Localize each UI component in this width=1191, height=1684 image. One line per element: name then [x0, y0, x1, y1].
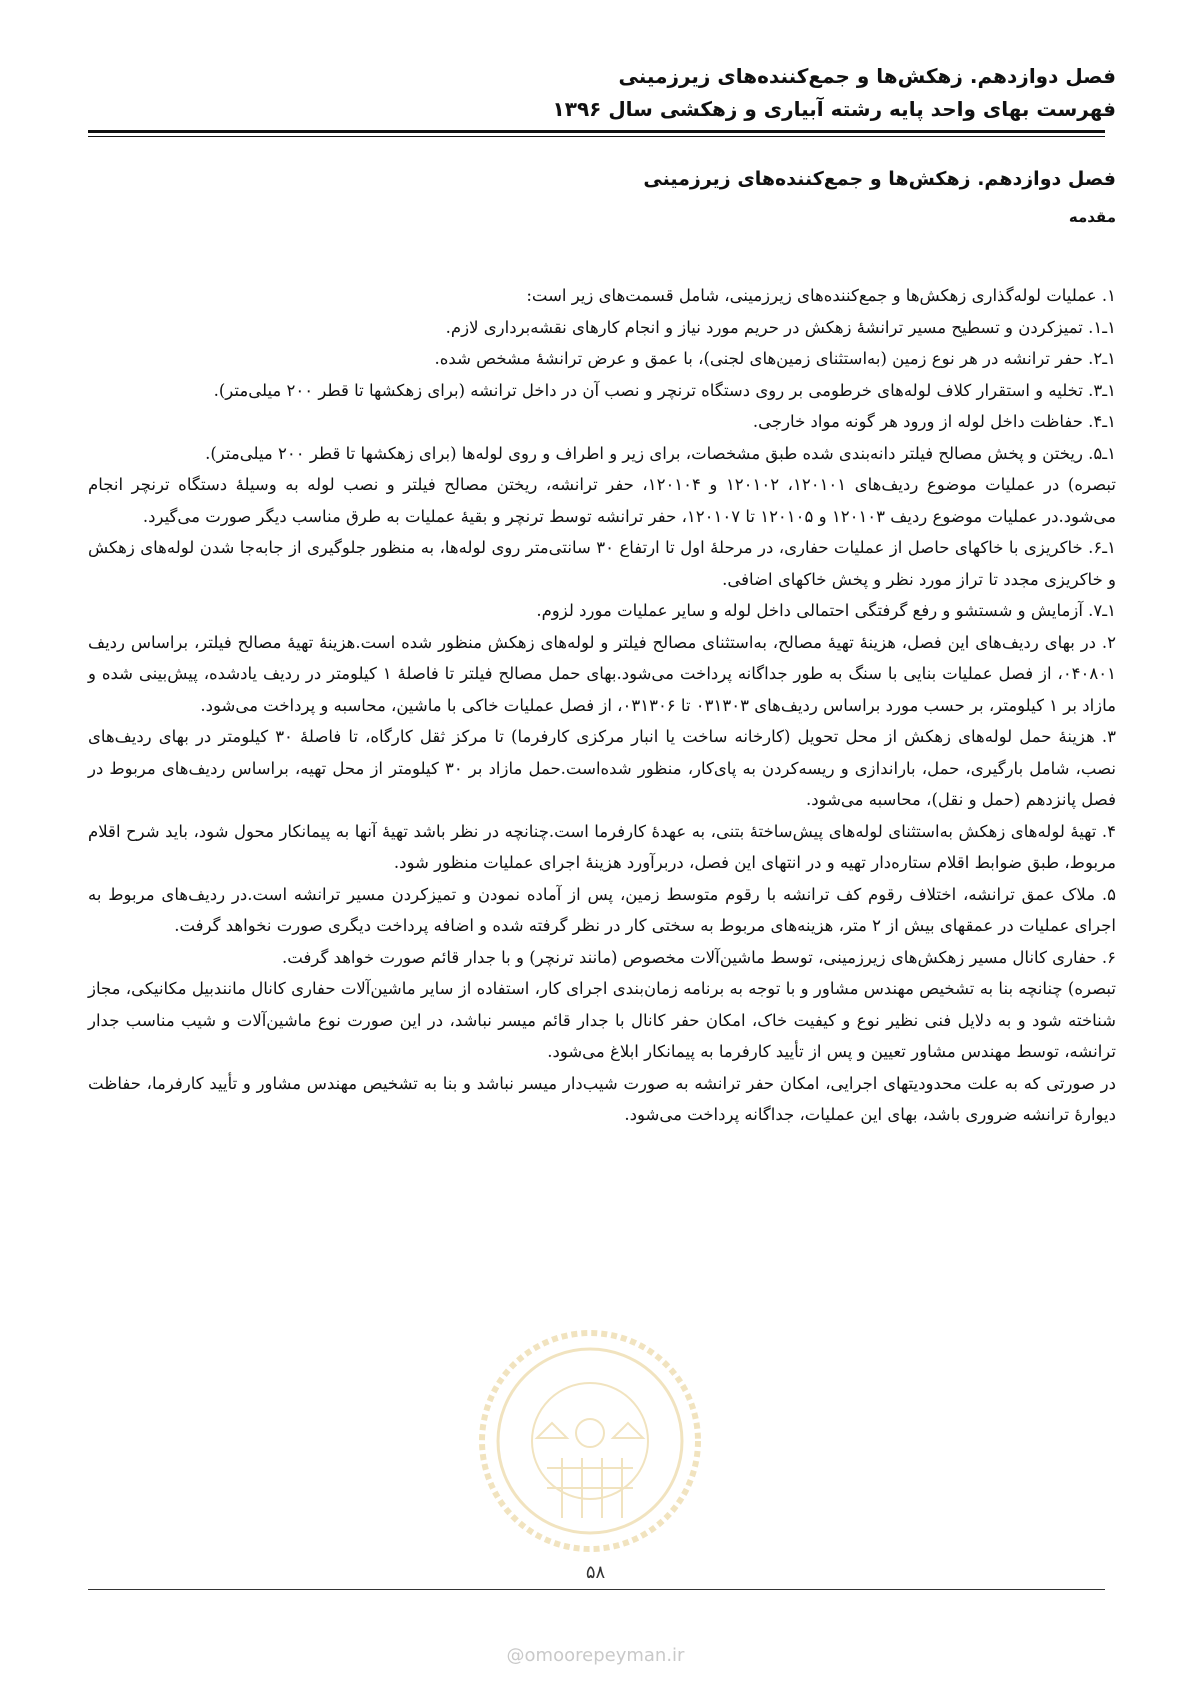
- note-paragraph: تبصره) چنانچه بنا به تشخیص مهندس مشاور و با توجه به برنامه زمان‌بندی اجرای کار، استفاده از سایر ماشین‌آلات حفاری کانال مانندبیل مکانیکی، مجاز شناخته شود و به دلایل فنی نظیر نوع و کیفیت خاک، امکان حفر کانال با جدار قائم میسر نباشد، در این صورت نوع ماشین‌آلات و شیب مناسب جدار ترانشه، توسط مهندس مشاور تعیین و پس از تأیید کارفرما به پیمانکار ابلاغ می‌شود.: [88, 979, 1116, 1061]
- header-rule-thin: [88, 136, 1105, 137]
- running-header: [553, 60, 1116, 126]
- paragraph: ۱ـ۶. خاکریزی با خاکهای حاصل از عملیات حفاری، در مرحلهٔ اول تا ارتفاع ۳۰ سانتی‌متر روی لوله‌ها، به منظور جلوگیری از جابه‌جا شدن لوله‌های زهکش و خاکریزی مجدد تا تراز مورد نظر و پخش خاکهای اضافی.: [88, 538, 1116, 589]
- paragraph: ۱ـ۳. تخلیه و استقرار کلاف لوله‌های خرطومی بر روی دستگاه ترنچر و نصب آن در داخل ترانشه (برای زهکشها تا قطر ۲۰۰ میلی‌متر).: [213, 380, 1116, 400]
- paragraph: در صورتی که به علت محدودیتهای اجرایی، امکان حفر ترانشه به صورت شیب‌دار میسر نباشد و بنا به تشخیص مهندس مشاور و تأیید کارفرما، حفاظت دیوارهٔ ترانشه ضروری باشد، بهای این عملیات، جداگانه پرداخت می‌شود.: [88, 1073, 1116, 1124]
- paragraph: ۱ـ۷. آزمایش و شستشو و رفع گرفتگی احتمالی داخل لوله و سایر عملیات مورد لزوم.: [536, 601, 1116, 620]
- footer-website: @omoorepeyman.ir: [506, 1645, 685, 1666]
- note-paragraph: تبصره) در عملیات موضوع ردیف‌های ۱۲۰۱۰۱، ۱۲۰۱۰۲ و ۱۲۰۱۰۴، حفر ترانشه، ریختن مصالح فیلتر و نصب لوله به وسیلهٔ دستگاه ترنچر انجام می‌شود.در عملیات موضوع ردیف ۱۲۰۱۰۳ و ۱۲۰۱۰۵ تا ۱۲۰۱۰۷، حفر ترانشه توسط ترنچر و بقیهٔ عملیات به طرق مناسب دیگر صورت می‌گیرد.: [88, 475, 1116, 526]
- paragraph: ۳. هزینهٔ حمل لوله‌های زهکش از محل تحویل (کارخانه ساخت یا انبار مرکزی کارفرما) تا مرکز ثقل کارگاه، تا فاصلهٔ ۳۰ کیلومتر در بهای ردیف‌های نصب، شامل بارگیری، حمل، باراندازی و ریسه‌کردن به پای‌کار، منظور شده‌است.حمل مازاد بر ۳۰ کیلومتر از محل تهیه، براساس ردیف‌های مربوط در فصل پانزدهم (حمل و نقل)، محاسبه می‌شود.: [88, 727, 1116, 809]
- header-rule-thick: [88, 130, 1105, 133]
- paragraph: ۵. ملاک عمق ترانشه، اختلاف رقوم کف ترانشه با رقوم متوسط زمین، پس از آماده نمودن و تمیزکردن مسیر ترانشه است.در ردیف‌های مربوط به اجرای عملیات در عمقهای بیش از ۲ متر، هزینه‌های مربوط به سختی کار در نظر گرفته شده و اضافه پرداخت دیگری صورت نخواهد گرفت.: [88, 884, 1116, 935]
- header-chapter-line: فصل دوازدهم. زهکش‌ها و جمع‌کننده‌های زیرزمینی: [618, 64, 1116, 88]
- paragraph: ۴. تهیهٔ لوله‌های زهکش به‌استثنای لوله‌های پیش‌ساختهٔ بتنی، به عهدهٔ کارفرما است.چنانچه در نظر باشد تهیهٔ آنها به پیمانکار محول شود، باید شرح اقلام مربوط، طبق ضوابط اقلام ستاره‌دار تهیه و در انتهای این فصل، دربرآورد هزینهٔ اجرای عملیات منظور شود.: [88, 821, 1116, 872]
- paragraph: ۲. در بهای ردیف‌های این فصل، هزینهٔ تهیهٔ مصالح، به‌استثنای مصالح فیلتر و لوله‌های زهکش منظور شده است.هزینهٔ تهیهٔ مصالح فیلتر، براساس ردیف ۰۴۰۸۰۱، از فصل عملیات بنایی با سنگ به طور جداگانه پرداخت می‌شود.بهای حمل مصالح فیلتر تا فاصلهٔ ۱ کیلومتر در ردیف یادشده، پیش‌بینی شده و مازاد بر ۱ کیلومتر، بر حسب مورد براساس ردیف‌های ۰۳۱۳۰۳ تا ۰۳۱۳۰۶، از فصل عملیات خاکی با ماشین، محاسبه و پرداخت می‌شود.: [88, 632, 1116, 715]
- paragraph: ۱ـ۵. ریختن و پخش مصالح فیلتر دانه‌بندی شده طبق مشخصات، برای زیر و اطراف و روی لوله‌ها (برای زهکشها تا قطر ۲۰۰ میلی‌متر).: [205, 443, 1116, 463]
- paragraph: ۶. حفاری کانال مسیر زهکش‌های زیرزمینی، توسط ماشین‌آلات مخصوص (مانند ترنچر) و با جدار قائم صورت خواهد گرفت.: [282, 947, 1116, 967]
- paragraph: ۱ـ۱. تمیزکردن و تسطیح مسیر ترانشهٔ زهکش در حریم مورد نیاز و انجام کارهای نقشه‌برداری لازم.: [445, 317, 1116, 337]
- header-price-list-line: فهرست بهای واحد پایه رشته آبیاری و زهکشی سال ۱۳۹۶: [552, 97, 1116, 121]
- body-text: [88, 280, 1116, 1131]
- section-title: مقدمه: [1068, 208, 1116, 226]
- page-number: ۵۸: [585, 1562, 606, 1583]
- footer-rule: [88, 1589, 1105, 1590]
- paragraph: ۱ـ۴. حفاظت داخل لوله از ورود هر گونه مواد خارجی.: [752, 412, 1116, 431]
- chapter-title: فصل دوازدهم. زهکش‌ها و جمع‌کننده‌های زیرزمینی: [643, 168, 1116, 190]
- seal-watermark-icon: [477, 1328, 703, 1554]
- paragraph: ۱. عملیات لوله‌گذاری زهکش‌ها و جمع‌کننده‌های زیرزمینی، شامل قسمت‌های زیر است:: [526, 286, 1116, 305]
- paragraph: ۱ـ۲. حفر ترانشه در هر نوع زمین (به‌استثنای زمین‌های لجنی)، با عمق و عرض ترانشهٔ مشخص شده.: [434, 349, 1116, 368]
